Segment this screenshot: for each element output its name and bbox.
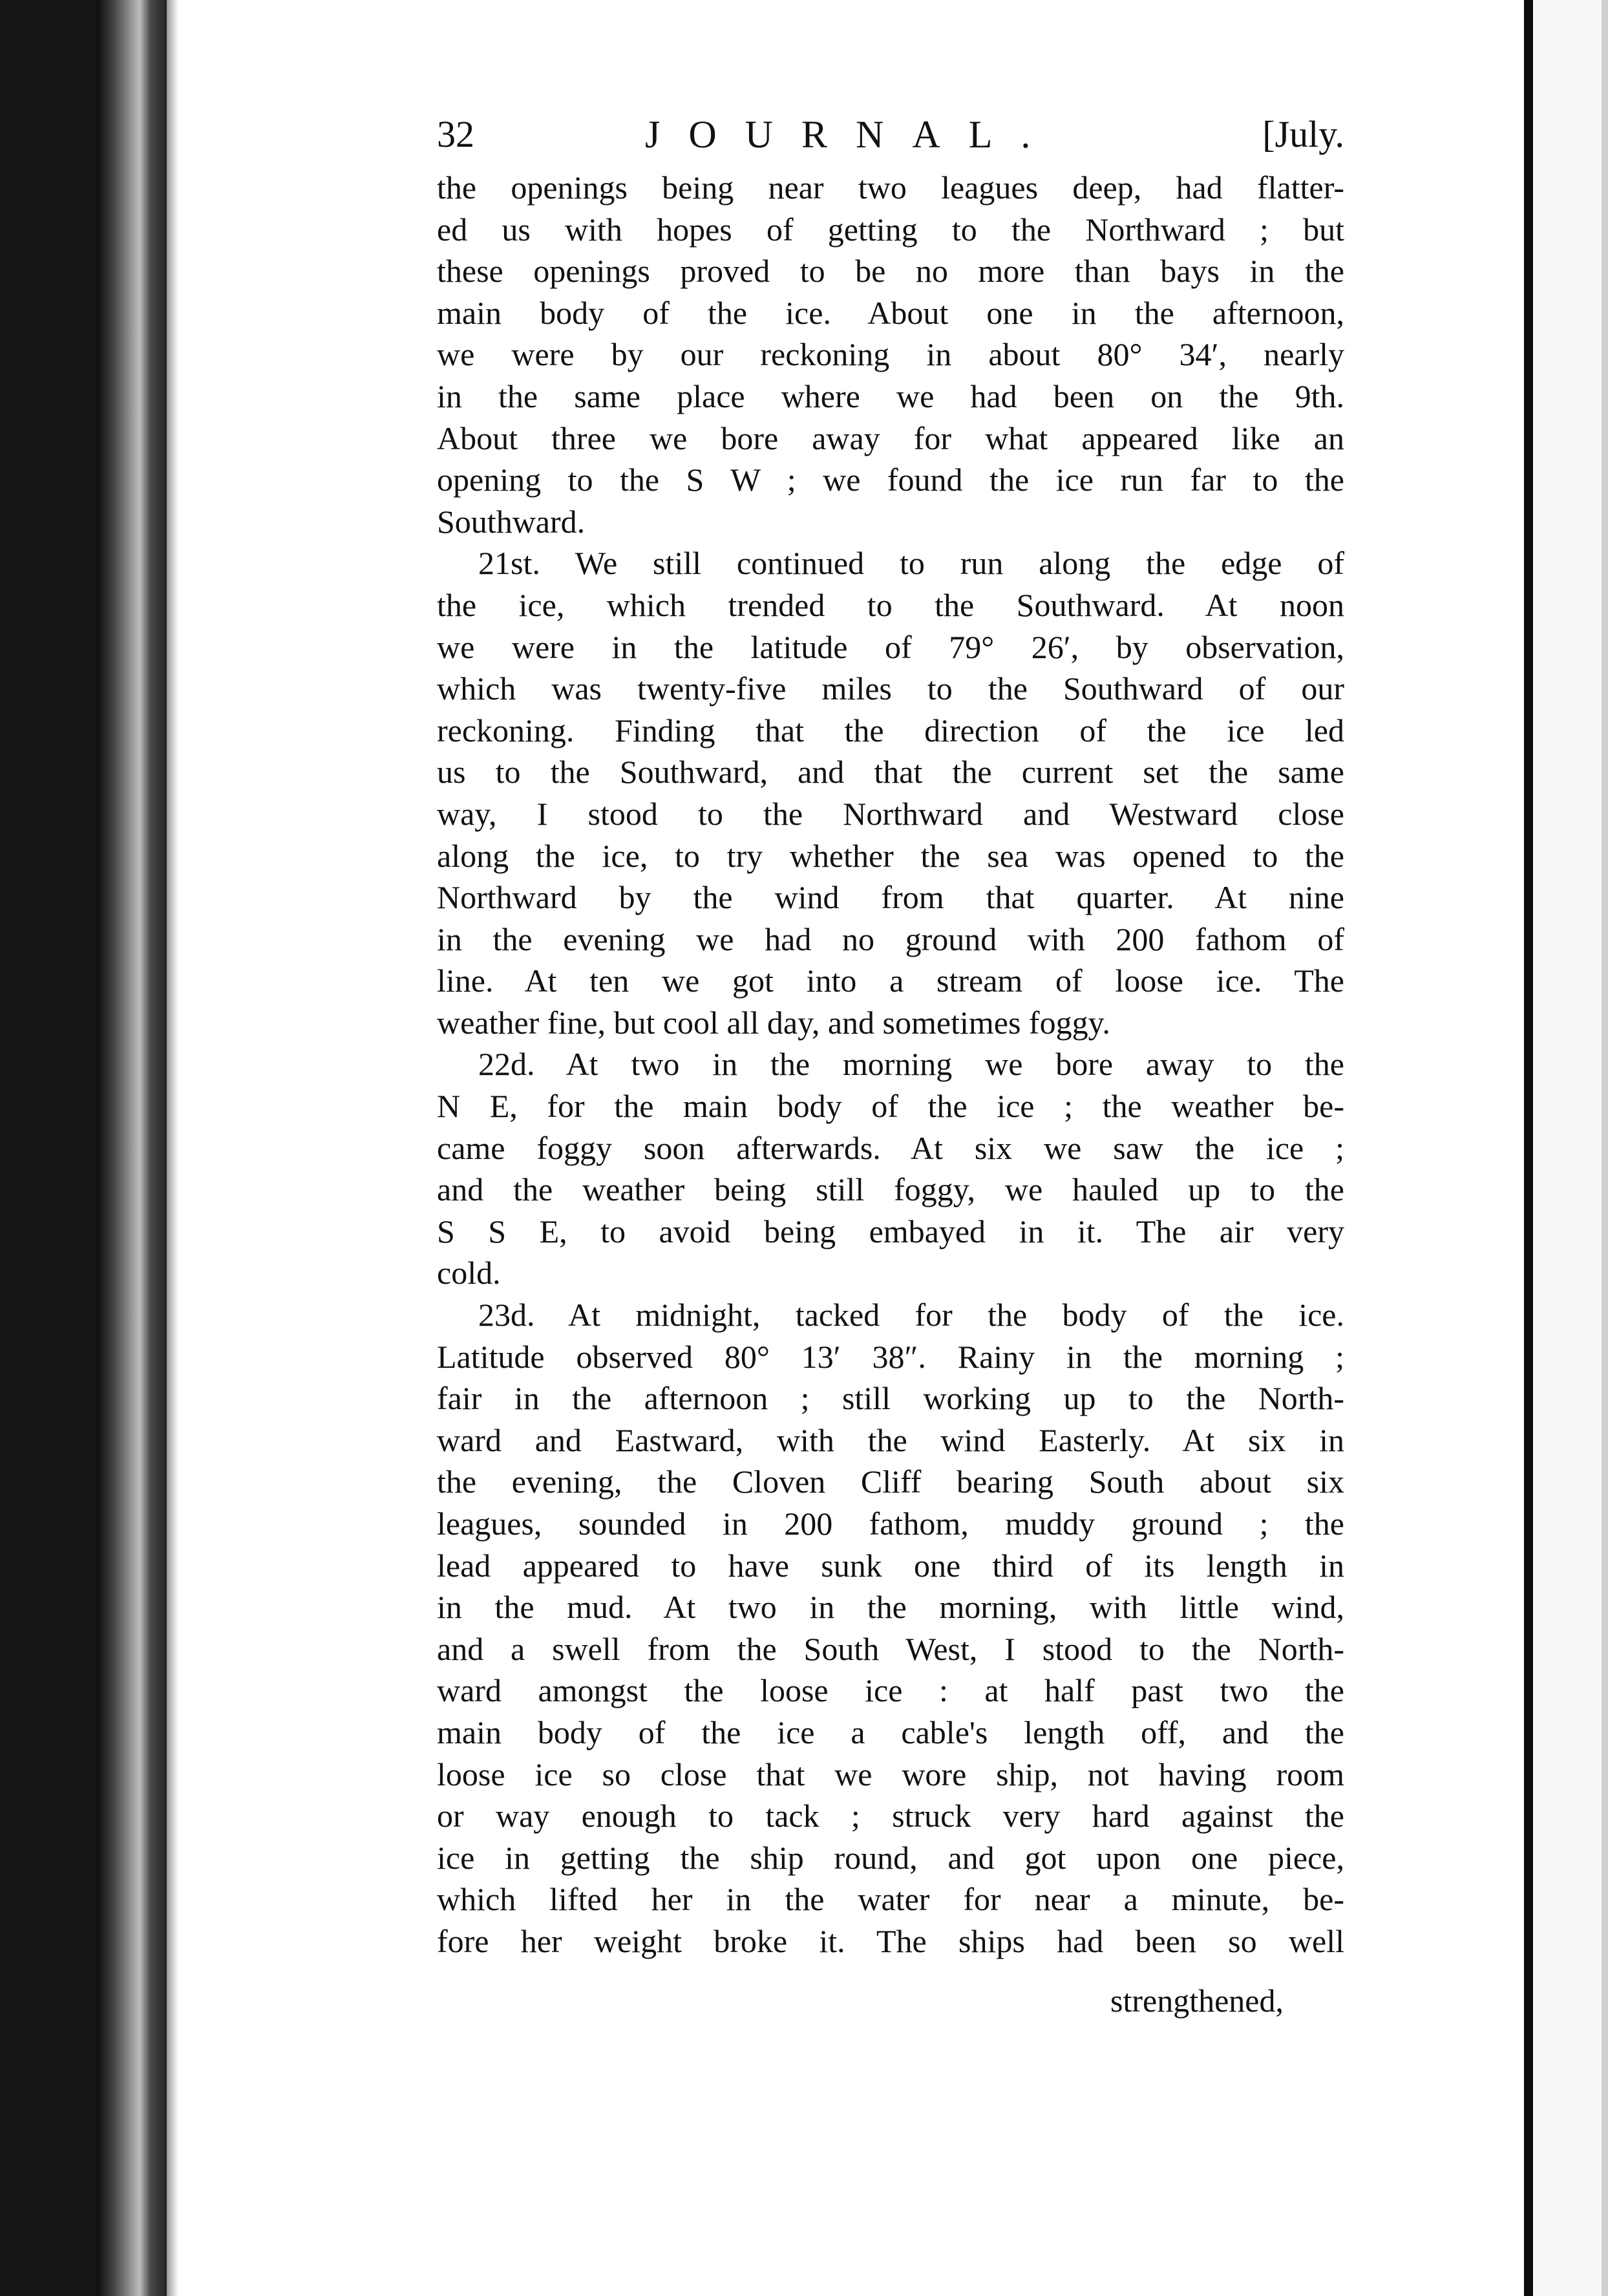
facing-page-border	[1602, 0, 1608, 2296]
text-line: ward amongst the loose ice : at half past two the	[437, 1672, 1344, 1709]
text-line: ice in getting the ship round, and got upon one piece,	[437, 1839, 1344, 1876]
text-line: ward and Eastward, with the wind Easterly. At six in	[437, 1421, 1344, 1458]
text-line: along the ice, to try whether the sea was opened to the	[437, 837, 1344, 874]
facing-page-edge	[1533, 0, 1608, 2296]
text-line: in the same place where we had been on the 9th.	[437, 377, 1344, 414]
text-line: in the evening we had no ground with 200 fathom of	[437, 920, 1344, 957]
text-line: came foggy soon afterwards. At six we saw the ice ;	[437, 1129, 1344, 1166]
text-line: weather fine, but cool all day, and sometimes foggy.	[437, 1004, 1110, 1041]
text-line: fore her weight broke it. The ships had been so well	[437, 1922, 1344, 1959]
text-line: reckoning. Finding that the direction of the ice led	[437, 712, 1344, 749]
text-line: we were by our reckoning in about 80° 34′, nearly	[437, 336, 1344, 373]
entry-22d-start: 22d. At two in the morning we bore away to the	[478, 1046, 1344, 1083]
entry-21st-start: 21st. We still continued to run along the edge of	[478, 545, 1344, 582]
text-line: us to the Southward, and that the current set the same	[437, 754, 1344, 791]
text-line: or way enough to tack ; struck very hard against the	[437, 1798, 1344, 1834]
text-line: opening to the S W ; we found the ice run far to the	[437, 462, 1344, 498]
journal-text	[437, 167, 1344, 1962]
text-line: the ice, which trended to the Southward. At noon	[437, 586, 1344, 623]
text-line: which lifted her in the water for near a minute, be-	[437, 1881, 1344, 1918]
text-line: lead appeared to have sunk one third of its length in	[437, 1547, 1344, 1584]
text-line: main body of the ice. About one in the afternoon,	[437, 294, 1344, 331]
page-header	[437, 111, 1344, 158]
text-line: Northward by the wind from that quarter. At nine	[437, 879, 1344, 916]
text-line: these openings proved to be no more than bays in the	[437, 253, 1344, 290]
gutter-shadow	[167, 0, 178, 2296]
text-line: which was twenty-five miles to the Southward of our	[437, 670, 1344, 707]
text-line: and the weather being still foggy, we hauled up to the	[437, 1171, 1344, 1208]
text-line: leagues, sounded in 200 fathom, muddy ground ; the	[437, 1505, 1344, 1542]
text-line: line. At ten we got into a stream of loose ice. The	[437, 962, 1344, 999]
scan-background	[0, 0, 97, 2296]
right-gutter	[1524, 0, 1533, 2296]
text-line: Southward.	[437, 503, 586, 540]
text-line: cold.	[437, 1255, 501, 1292]
text-line: main body of the ice a cable's length off, and the	[437, 1714, 1344, 1750]
page-number: 32	[437, 113, 474, 155]
text-line: and a swell from the South West, I stood to the North-	[437, 1630, 1344, 1667]
text-line: in the mud. At two in the morning, with little wind,	[437, 1589, 1344, 1626]
text-line: N E, for the main body of the ice ; the weather be-	[437, 1088, 1344, 1125]
entry-23d-start: 23d. At midnight, tacked for the body of the ice.	[478, 1297, 1344, 1334]
running-title: JOURNAL.	[645, 113, 1059, 156]
text-line: the evening, the Cloven Cliff bearing South about six	[437, 1463, 1344, 1500]
text-line: we were in the latitude of 79° 26′, by observation,	[437, 628, 1344, 665]
catchword: strengthened,	[1110, 1982, 1284, 2019]
text-line: fair in the afternoon ; still working up to the North-	[437, 1380, 1344, 1417]
text-line: way, I stood to the Northward and Westward close	[437, 795, 1344, 832]
month-heading: [July.	[1262, 113, 1344, 155]
text-line: loose ice so close that we wore ship, not having room	[437, 1756, 1344, 1792]
text-line: About three we bore away for what appeared like an	[437, 420, 1344, 456]
text-line: Latitude observed 80° 13′ 38″. Rainy in the morning ;	[437, 1338, 1344, 1375]
book-page-edges	[97, 0, 168, 2296]
text-line: S S E, to avoid being embayed in it. The air very	[437, 1213, 1344, 1249]
text-line: ed us with hopes of getting to the Northward ; but	[437, 211, 1344, 248]
text-line: the openings being near two leagues deep, had flatter-	[437, 169, 1344, 206]
